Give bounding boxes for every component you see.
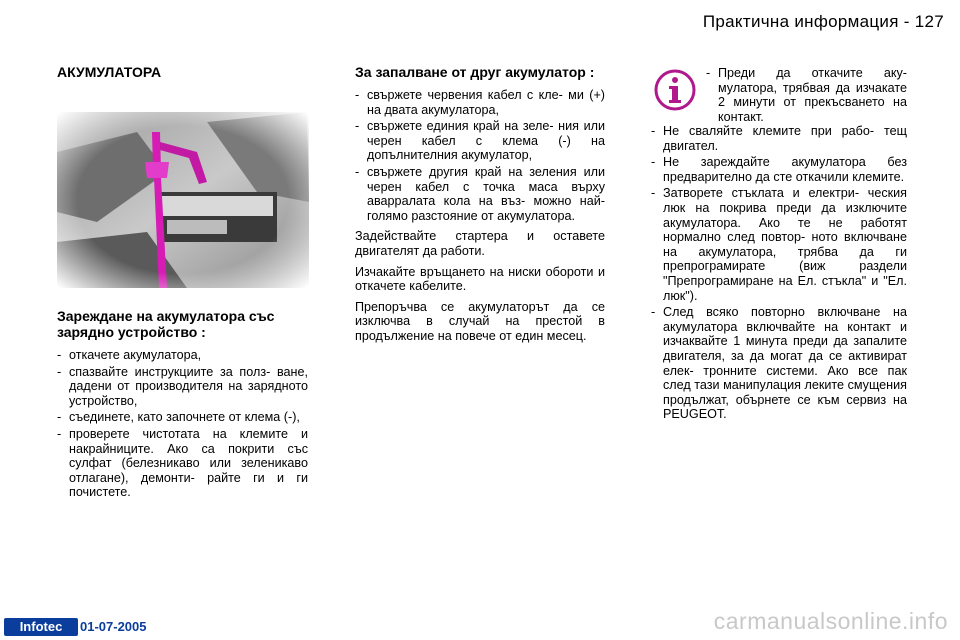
battery-photo-illustration <box>57 112 309 288</box>
info-icon <box>653 68 697 112</box>
charging-steps-list <box>57 348 308 500</box>
list-item: - свържете другия край на зеления или черен кабел с точка маса върху аварралата кола на въз- можно най-голямо разстояние от акумулатора. <box>355 165 605 223</box>
list-item: - съединете, като започнете от клема (-), <box>57 410 308 425</box>
list-item: - откачете акумулатора, <box>57 348 308 363</box>
list-item: - Не сваляйте клемите при рабо- тещ двигател. <box>651 124 907 153</box>
paragraph: Препоръчва се акумулаторът да се изключва в случай на престой в продължение на повече от един месец. <box>355 299 605 343</box>
list-item: - свържете червения кабел с кле- ми (+) на двата акумулатора, <box>355 88 605 117</box>
left-column <box>57 64 308 80</box>
list-item: - След всяко повторно включване на акумулатора включвайте на контакт и изчаквайте 1 минута преди да запалите двигателя, за да могат да се активират елек- тронните системи. Ако все пак след тази манипулация леките смущения продължат, обърнете се към сервиз на PEUGEOT. <box>651 305 907 422</box>
charging-title: Зареждане на акумулатора със зарядно устройство : <box>57 308 275 340</box>
battery-section-title: АКУМУЛАТОРА <box>57 64 162 80</box>
watermark: carmanualsonline.info <box>713 608 948 634</box>
paragraph: Изчакайте връщането на ниски обороти и откачете кабелите. <box>355 264 605 294</box>
jump-start-steps-list <box>355 88 605 223</box>
list-item: - Не зареждайте акумулатора без предварително да сте откачили клемите. <box>651 155 907 184</box>
jump-start-title: За запалване от друг акумулатор : <box>355 64 595 80</box>
warnings-list <box>651 124 907 422</box>
battery-photo <box>57 112 309 288</box>
list-item: - спазвайте инструкциите за полз- ване, дадени от производителя на зарядното устройство, <box>57 365 308 409</box>
info-note <box>706 66 907 126</box>
footer-date: 01-07-2005 <box>80 619 147 634</box>
paragraph: Задействайте стартера и оставете двигателят да работи. <box>355 229 605 258</box>
infotec-logo: Infotec <box>4 618 78 636</box>
list-item: - проверете чистотата на клемите и накрайниците. Ако са покрити със сулфат (белезникаво или зеленикаво отлагане), демонти- райте ги и ги почистете. <box>57 427 308 500</box>
charging-section <box>57 308 308 506</box>
middle-column <box>355 64 605 350</box>
list-item: - Затворете стъклата и електри- ческия люк на покрива преди да изключите акумулатора. Ако те не работят нормално след повтор- ното включване на акумулатора, трябва да ги препрограмирате (виж раздели "Препрограмиране на Ел. стъкла" и "Ел. люк"). <box>651 186 907 303</box>
page-header: Практична информация - 127 <box>702 12 944 31</box>
list-item: - свържете единия край на зеле- ния или черен кабел с клема (-) на допълнителния акумулатор, <box>355 119 605 163</box>
right-column <box>651 124 907 428</box>
info-note-text: - Преди да откачите аку- мулатора, трябвая да изчакате 2 минути от прекъсването на контакт. <box>706 66 907 124</box>
